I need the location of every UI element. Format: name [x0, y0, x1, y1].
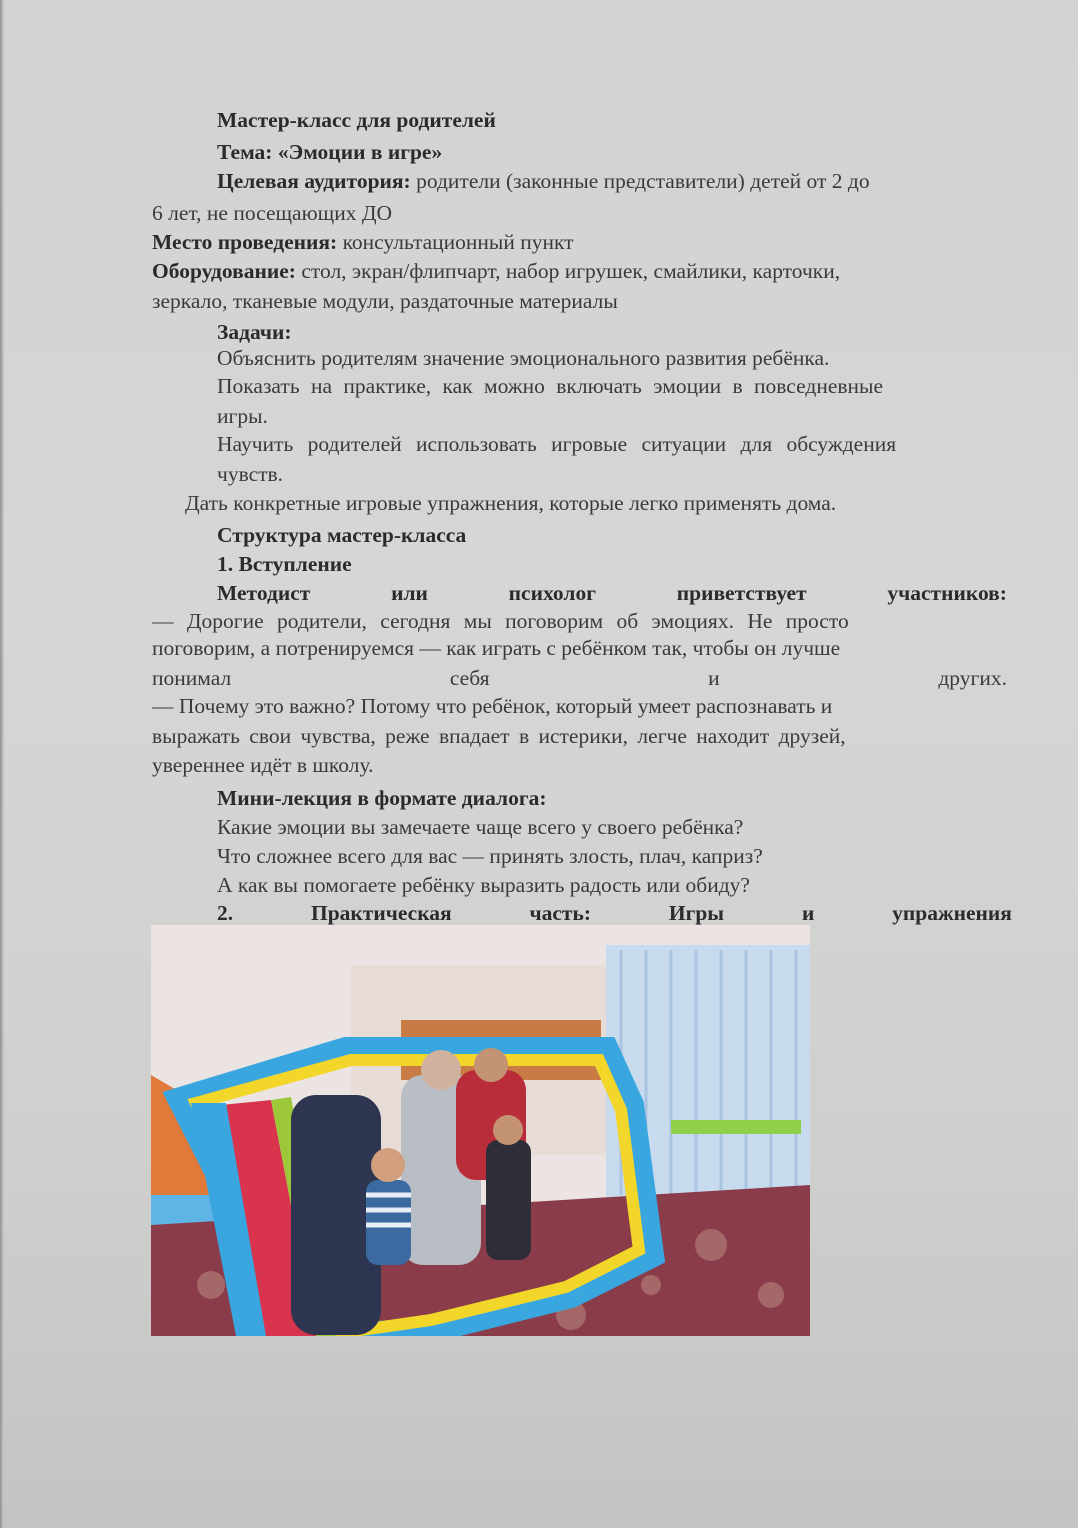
tasks-heading: Задачи: — [217, 320, 292, 344]
question-item: Какие эмоции вы замечаете чаще всего у своего ребёнка? — [217, 815, 744, 839]
question-item: Что сложнее всего для вас — принять злость, плач, каприз? — [217, 844, 763, 868]
equipment-line: Оборудование: стол, экран/флипчарт, набор игрушек, смайлики, карточки, — [152, 259, 841, 283]
audience-line: Целевая аудитория: родители (законные представители) детей от 2 до — [217, 169, 870, 193]
page-edge-shadow — [0, 0, 4, 1528]
task-item: Объяснить родителям значение эмоционального развития ребёнка. — [217, 346, 830, 370]
speech-line: поговорим, а потренируемся — как играть с ребёнком так, чтобы он лучше — [152, 636, 841, 660]
task-item-cont: игры. — [217, 404, 268, 428]
speech-line: выражать свои чувства, реже впадает в истерики, легче находит друзей, — [152, 724, 846, 748]
equipment-line-2: зеркало, тканевые модули, раздаточные материалы — [152, 289, 618, 313]
speech-line: увереннее идёт в школу. — [152, 753, 374, 777]
structure-heading: Структура мастер-класса — [217, 523, 467, 547]
section1-heading: 1. Вступление — [217, 552, 352, 576]
rainbow-tunnel-photo-illustration — [151, 925, 810, 1336]
section2-heading: 2. Практическая часть: Игры и упражнения — [217, 901, 1012, 925]
task-item: Дать конкретные игровые упражнения, которые легко применять дома. — [185, 491, 837, 515]
task-item: Показать на практике, как можно включать эмоции в повседневные — [217, 374, 884, 398]
speech-line: — Почему это важно? Потому что ребёнок, который умеет распознавать и — [152, 694, 833, 718]
task-item: Научить родителей использовать игровые ситуации для обсуждения — [217, 432, 897, 456]
activity-photo — [151, 925, 810, 1336]
theme-line: Тема: «Эмоции в игре» — [217, 140, 443, 164]
greeting-line: Методист или психолог приветствует участников: — [217, 581, 1007, 605]
audience-line-2: 6 лет, не посещающих ДО — [152, 201, 393, 225]
speech-line: понимал себя и других. — [152, 666, 1007, 690]
speech-line: — Дорогие родители, сегодня мы поговорим об эмоциях. Не просто — [152, 609, 849, 633]
place-line: Место проведения: консультационный пункт — [152, 230, 574, 254]
task-item-cont: чувств. — [217, 462, 284, 486]
mini-lecture-heading: Мини-лекция в формате диалога: — [217, 786, 547, 810]
doc-title: Мастер-класс для родителей — [217, 108, 496, 132]
question-item: А как вы помогаете ребёнку выразить радость или обиду? — [217, 873, 750, 897]
